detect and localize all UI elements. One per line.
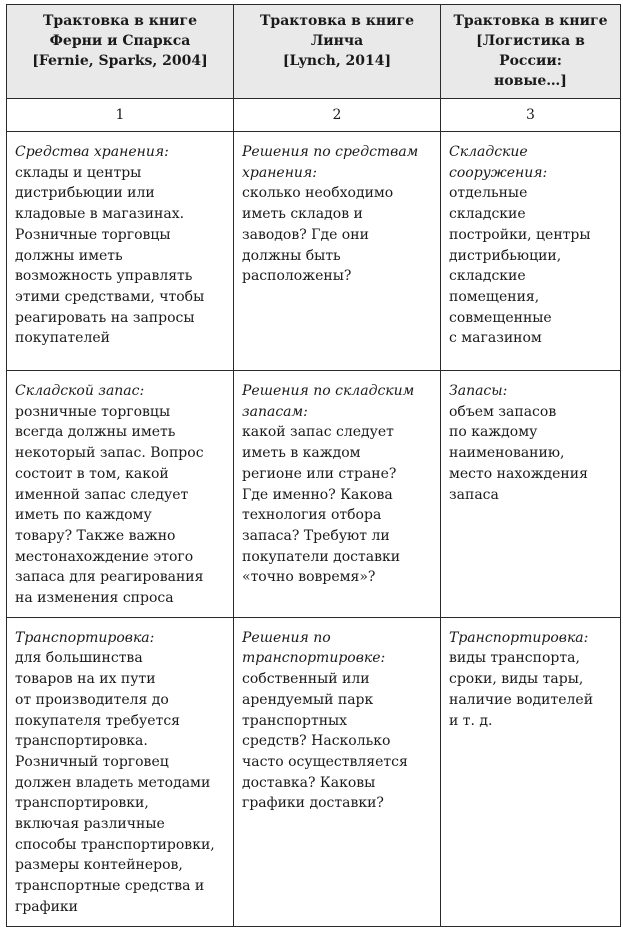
column-number-row — [7, 99, 621, 132]
cell-heading: Решения по транспортировке: — [242, 629, 386, 667]
cell-heading: Средства хранения: — [15, 144, 169, 160]
header-cell-lynch — [234, 5, 441, 99]
cell-text: отдельные складские постройки, центры дистрибьюции, складские помещения, совмещенные с магазином — [449, 185, 591, 347]
header-text: Трактовка в книге [Логистика в России: новые…] — [453, 13, 608, 89]
cell-heading: Транспортировка: — [449, 629, 589, 646]
table-cell — [234, 617, 441, 926]
table-cell — [234, 132, 441, 371]
header-text: Трактовка в книге Ферни и Спаркса [Fernie, Sparks, 2004] — [32, 13, 208, 69]
comparison-table — [6, 4, 621, 927]
header-cell-logistics-russia — [441, 5, 621, 99]
table-cell — [234, 371, 441, 618]
table-cell — [7, 132, 234, 371]
cell-heading: Складские сооружения: — [449, 144, 548, 181]
table-row-inventory — [7, 371, 621, 618]
table-cell — [7, 371, 234, 618]
table-cell — [441, 371, 621, 618]
cell-text: объем запасов по каждому наименованию, место нахождения запаса — [449, 403, 588, 503]
column-number: 2 — [234, 99, 441, 132]
header-row — [7, 5, 621, 99]
cell-text: собственный или арендуемый парк транспортных средств? Насколько часто осуществляется доставка? Каковы графики доставки? — [242, 671, 408, 812]
cell-heading: Решения по средствам хранения: — [242, 144, 419, 181]
cell-heading: Транспортировка: — [15, 629, 155, 646]
table-cell — [7, 617, 234, 926]
cell-heading: Складской запас: — [15, 383, 145, 399]
column-number: 1 — [7, 99, 234, 132]
table-row-storage — [7, 132, 621, 371]
cell-text: сколько необходимо иметь складов и заводов? Где они должны быть расположены? — [242, 185, 394, 285]
cell-text: склады и центры дистрибьюции или кладовые в магазинах. Розничные торговцы должны иметь возможность управлять этими средствами, чтобы реагировать на запросы покупателей — [15, 164, 205, 347]
cell-text: какой запас следует иметь в каждом регионе или стране? Где именно? Какова технология отбора запаса? Требуют ли покупатели доставки «точно вовремя»? — [242, 424, 401, 586]
cell-text: розничные торговцы всегда должны иметь некоторый запас. Вопрос состоит в том, какой именной запас следует иметь по каждому товару? Также важно местонахождение этого запаса для реагирования на изменения спроса — [15, 403, 204, 607]
cell-text: виды транспорта, сроки, виды тары, наличие водителей и т. д. — [449, 650, 594, 729]
column-number: 3 — [441, 99, 621, 132]
cell-text: для большинства товаров на их пути от производителя до покупателя требуется транспортировка. Розничный торговец должен владеть методами транспортировки, включая различные способы транспортировки, размеры контейнеров, транспортные средства и графики — [15, 650, 215, 915]
table-cell — [441, 617, 621, 926]
table-row-transport — [7, 617, 621, 926]
header-cell-fernie-sparks — [7, 5, 234, 99]
table-cell — [441, 132, 621, 371]
header-text: Трактовка в книге Линча [Lynch, 2014] — [259, 13, 414, 69]
cell-heading: Запасы: — [449, 383, 508, 399]
cell-heading: Решения по складским запасам: — [242, 383, 415, 420]
